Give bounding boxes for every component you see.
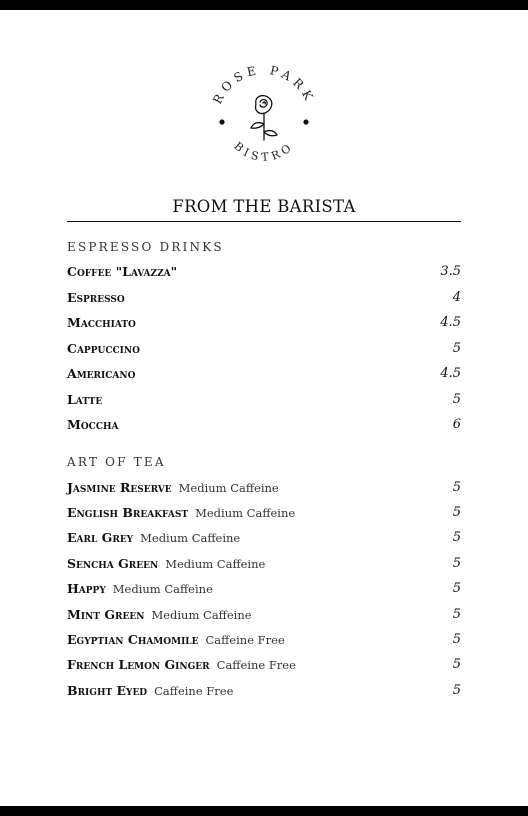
item-price: 4.5 bbox=[440, 366, 461, 381]
menu-item bbox=[67, 264, 461, 282]
item-name-text: Jasmine Reserve bbox=[67, 480, 172, 495]
item-name-text: Sencha Green bbox=[67, 556, 159, 571]
item-name: Latte bbox=[67, 392, 103, 407]
item-description: Medium Caffeine bbox=[112, 582, 213, 596]
menu-item bbox=[67, 632, 461, 650]
item-price: 5 bbox=[452, 556, 461, 571]
menu-item bbox=[67, 392, 461, 410]
logo-dot-right bbox=[303, 119, 308, 124]
item-description: Caffeine Free bbox=[205, 633, 285, 647]
section-heading-tea: ART OF TEA bbox=[67, 455, 166, 469]
item-price: 5 bbox=[452, 657, 461, 672]
item-name bbox=[67, 607, 252, 622]
menu-item bbox=[67, 556, 461, 574]
item-name: Moccha bbox=[67, 417, 119, 432]
item-price: 5 bbox=[452, 530, 461, 545]
menu-item bbox=[67, 366, 461, 384]
item-name bbox=[67, 657, 296, 672]
item-name bbox=[67, 505, 295, 520]
item-name-text: Earl Grey bbox=[67, 530, 134, 545]
item-name-text: French Lemon Ginger bbox=[67, 657, 210, 672]
menu-item bbox=[67, 530, 461, 548]
item-price: 5 bbox=[452, 480, 461, 495]
item-price: 6 bbox=[452, 417, 461, 432]
item-name: Espresso bbox=[67, 290, 125, 305]
item-name-text: Bright Eyed bbox=[67, 683, 148, 698]
item-price: 5 bbox=[452, 392, 461, 407]
item-description: Medium Caffeine bbox=[178, 481, 279, 495]
item-description: Medium Caffeine bbox=[140, 531, 241, 545]
item-name bbox=[67, 480, 279, 495]
item-name-text: English Breakfast bbox=[67, 505, 189, 520]
item-description: Medium Caffeine bbox=[195, 506, 296, 520]
menu-item bbox=[67, 290, 461, 308]
title-divider bbox=[67, 221, 461, 222]
logo-emblem bbox=[204, 62, 324, 172]
item-name bbox=[67, 556, 265, 571]
item-price: 5 bbox=[452, 683, 461, 698]
menu-item bbox=[67, 480, 461, 498]
item-description: Medium Caffeine bbox=[151, 608, 252, 622]
bistro-logo bbox=[204, 62, 324, 172]
item-name: Americano bbox=[67, 366, 136, 381]
section-heading-espresso: ESPRESSO DRINKS bbox=[67, 240, 224, 254]
logo-dot-left bbox=[219, 119, 224, 124]
item-name-text: Mint Green bbox=[67, 607, 145, 622]
menu-item bbox=[67, 683, 461, 701]
item-price: 5 bbox=[452, 632, 461, 647]
menu-item bbox=[67, 607, 461, 625]
item-name bbox=[67, 581, 213, 596]
item-name bbox=[67, 632, 285, 647]
item-name: Coffee "Lavazza" bbox=[67, 264, 178, 279]
item-price: 5 bbox=[452, 505, 461, 520]
menu-item bbox=[67, 417, 461, 435]
item-name-text: Happy bbox=[67, 581, 106, 596]
rose-icon bbox=[251, 96, 277, 140]
logo-name-top: ROSE PARK bbox=[210, 62, 318, 107]
item-price: 3.5 bbox=[440, 264, 461, 279]
item-description: Medium Caffeine bbox=[165, 557, 266, 571]
menu-item bbox=[67, 581, 461, 599]
menu-item bbox=[67, 505, 461, 523]
item-price: 5 bbox=[452, 607, 461, 622]
logo-name-bottom: BISTRO bbox=[231, 139, 297, 164]
bottom-border-bar bbox=[0, 806, 528, 816]
menu-item bbox=[67, 315, 461, 333]
item-price: 4.5 bbox=[440, 315, 461, 330]
menu-item bbox=[67, 657, 461, 675]
item-name-text: Egyptian Chamomile bbox=[67, 632, 199, 647]
item-name bbox=[67, 683, 233, 698]
item-price: 5 bbox=[452, 581, 461, 596]
item-price: 5 bbox=[452, 341, 461, 356]
item-price: 4 bbox=[452, 290, 461, 305]
menu-item bbox=[67, 341, 461, 359]
menu-title: FROM THE BARISTA bbox=[172, 197, 356, 216]
item-description: Caffeine Free bbox=[216, 658, 296, 672]
item-name bbox=[67, 530, 240, 545]
item-name: Macchiato bbox=[67, 315, 136, 330]
item-description: Caffeine Free bbox=[154, 684, 234, 698]
top-border-bar bbox=[0, 0, 528, 10]
item-name: Cappuccino bbox=[67, 341, 140, 356]
